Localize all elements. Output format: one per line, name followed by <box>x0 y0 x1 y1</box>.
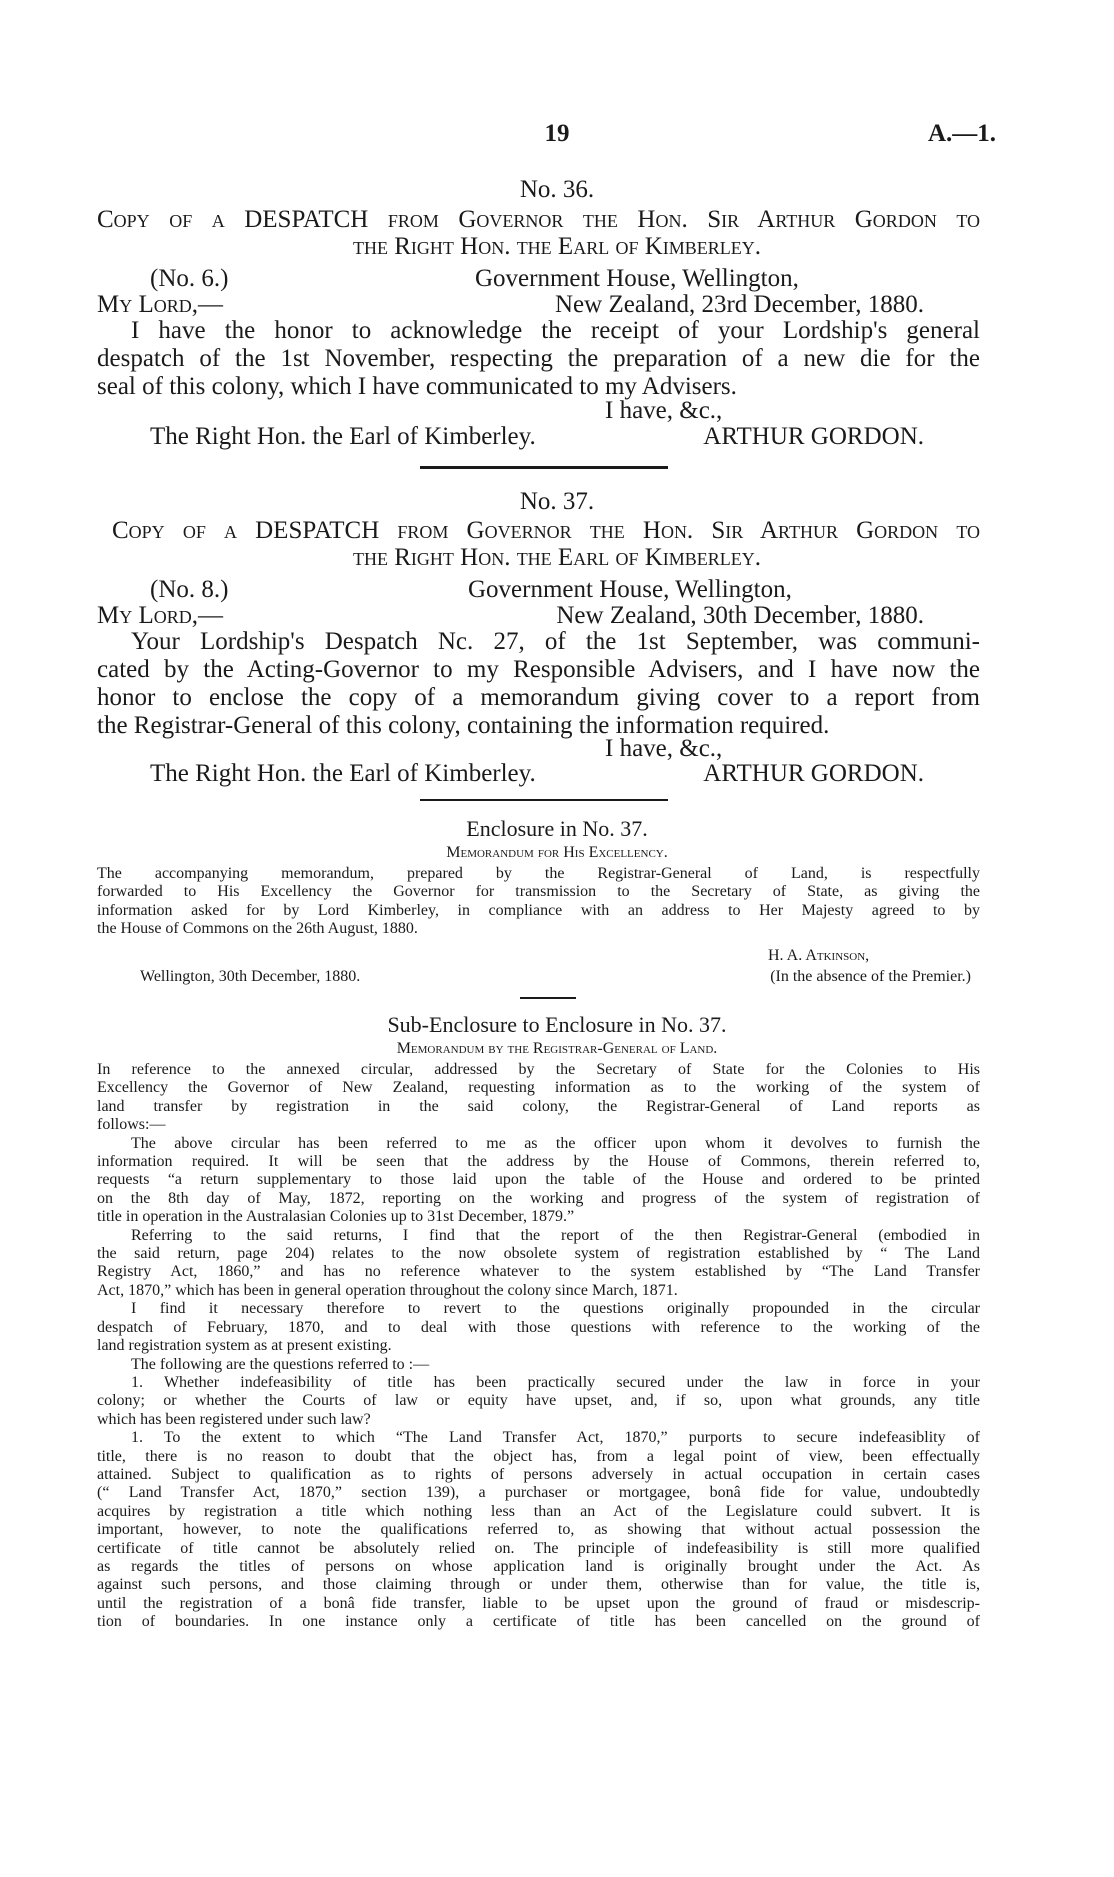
despatch-37-body-line: honor to enclose the copy of a memorandum giving cover to a report from <box>97 684 980 711</box>
sub-enclosure-line: Act, 1870,” which has been in general operation throughout the colony since March, 1871. <box>97 1281 678 1299</box>
enclosure-signer: H. A. Atkinson, <box>768 947 870 964</box>
sub-enclosure-line: land registration system as at present existing. <box>97 1337 392 1355</box>
sub-enclosure-line: I find it necessary therefore to revert to the questions originally propounded in the circular <box>131 1300 980 1318</box>
despatch-36-salutation: My Lord,— <box>97 291 224 318</box>
enclosure-body-line: forwarded to His Excellency the Governor for transmission to the Secretary of State, as giving the <box>97 883 980 901</box>
sub-enclosure-line: on the 8th day of May, 1872, reporting on the working and progress of the system of registration of <box>97 1189 980 1207</box>
despatch-36-body-line: I have the honor to acknowledge the receipt of your Lordship's general <box>131 317 980 344</box>
enclosure-body-line: The accompanying memorandum, prepared by the Registrar-General of Land, is respectfully <box>97 865 980 882</box>
despatch-36-body-line: despatch of the 1st November, respecting the preparation of a new die for the <box>97 345 980 372</box>
sub-enclosure-line: requests “a return supplementary to those laid upon the table of the House and ordered to be printed <box>97 1171 980 1189</box>
despatch-36-body <box>97 317 980 401</box>
despatch-37-place: Government House, Wellington, <box>468 576 792 603</box>
despatch-36-title-line-2: the Right Hon. the Earl of Kimberley. <box>352 233 762 260</box>
enclosure-body <box>97 865 980 939</box>
sub-enclosure-line: colony; or whether the Courts of law or equity have upset, and, if so, upon what grounds, any title <box>97 1392 980 1410</box>
section-divider <box>420 466 668 469</box>
section-divider <box>420 799 668 801</box>
sub-enclosure-line: as regards the titles of persons on whose application land is originally brought under the Act. As <box>97 1557 980 1575</box>
despatch-37-body-line: cated by the Acting-Governor to my Responsible Advisers, and I have now the <box>97 656 980 683</box>
despatch-36-number: No. 36. <box>519 176 595 203</box>
sub-enclosure-heading: Sub-Enclosure to Enclosure in No. 37. <box>387 1012 727 1037</box>
despatch-36-place: Government House, Wellington, <box>475 265 799 292</box>
despatch-37-body-line: the Registrar-General of this colony, containing the information required. <box>97 712 830 739</box>
despatch-36-signature: ARTHUR GORDON. <box>703 423 924 450</box>
despatch-37-title-line-2: the Right Hon. the Earl of Kimberley. <box>352 544 762 571</box>
sub-enclosure-line: which has been registered under such law? <box>97 1410 371 1428</box>
sub-enclosure-line: tion of boundaries. In one instance only a certificate of title has been cancelled on the ground of <box>97 1613 980 1631</box>
sub-enclosure-line: the said return, page 204) relates to the now obsolete system of registration established by “ The Land <box>97 1245 980 1263</box>
sub-enclosure-line: follows:— <box>97 1116 166 1134</box>
despatch-37-date: New Zealand, 30th December, 1880. <box>556 602 924 629</box>
despatch-36-addressee: The Right Hon. the Earl of Kimberley. <box>150 423 536 450</box>
sub-enclosure-line: In reference to the annexed circular, addressed by the Secretary of State for the Colonies to His <box>97 1061 980 1078</box>
sub-enclosure-line: Referring to the said returns, I find that the report of the then Registrar-General (embodied in <box>131 1226 980 1244</box>
despatch-36-ref: (No. 6.) <box>150 265 229 292</box>
despatch-37-addressee: The Right Hon. the Earl of Kimberley. <box>150 760 536 787</box>
sub-enclosure-line: The above circular has been referred to me as the officer upon whom it devolves to furnish the <box>131 1134 980 1152</box>
sub-enclosure-line: Registry Act, 1860,” and has no reference whatever to the system established by “The Land Transfer <box>97 1263 980 1281</box>
sub-enclosure-subheading: Memorandum by the Registrar-General of Land. <box>396 1040 718 1057</box>
enclosure-body-line: information asked for by Lord Kimberley, in compliance with an address to Her Majesty agreed to by <box>97 901 980 919</box>
sub-enclosure-line: The following are the questions referred to :— <box>131 1355 430 1373</box>
despatch-36-body-line: seal of this colony, which I have communicated to my Advisers. <box>97 373 737 400</box>
sub-enclosure-line: (“ Land Transfer Act, 1870,” section 139), a purchaser or mortgagee, bonâ fide for value, undoubtedly <box>97 1484 980 1502</box>
enclosure-heading: Enclosure in No. 37. <box>466 816 648 841</box>
sub-enclosure-line: important, however, to note the qualifications referred to, as showing that without actual possession the <box>97 1521 980 1539</box>
enclosure-subheading: Memorandum for His Excellency. <box>446 844 668 861</box>
sub-enclosure-line: 1. To the extent to which “The Land Transfer Act, 1870,” purports to secure indefeasiblity of <box>131 1429 980 1447</box>
sub-enclosure-line: information required. It will be seen that the address by the House of Commons, therein referred to, <box>97 1153 980 1171</box>
sub-enclosure-line: against such persons, and those claiming through or under them, otherwise than for value, the title is, <box>97 1576 980 1594</box>
sub-enclosure-line: attained. Subject to qualification as to rights of persons adversely in actual occupation in certain cases <box>97 1465 980 1483</box>
sub-enclosure-line: certificate of title cannot be absolutely relied on. The principle of indefeasibility is still more qualified <box>97 1539 980 1557</box>
despatch-37-ref: (No. 8.) <box>150 576 229 603</box>
section-divider <box>520 997 576 999</box>
sub-enclosure-line: until the registration of a bonâ fide transfer, liable to be upset upon the ground of fraud or misdescrip- <box>97 1594 980 1612</box>
sub-enclosure-line: despatch of February, 1870, and to deal with those questions with reference to the working of the <box>97 1318 980 1336</box>
despatch-36-closing: I have, &c., <box>605 397 723 424</box>
sub-enclosure-line: acquires by registration a title which nothing less than an Act of the Legislature could subvert. It is <box>97 1502 980 1520</box>
despatch-36-date: New Zealand, 23rd December, 1880. <box>555 291 924 318</box>
despatch-37-body-line: Your Lordship's Despatch Nc. 27, of the 1st September, was communi- <box>131 628 980 655</box>
despatch-37-closing: I have, &c., <box>605 735 723 762</box>
despatch-37-signature: ARTHUR GORDON. <box>703 760 924 787</box>
page-number: 19 <box>544 120 570 147</box>
despatch-37-body <box>97 628 980 740</box>
document-reference: A.—1. <box>927 120 996 147</box>
despatch-36-title-line-1: Copy of a DESPATCH from Governor the Hon. Sir Arthur Gordon to <box>97 206 980 233</box>
sub-enclosure-line: 1. Whether indefeasibility of title has been practically secured under the law in force in your <box>131 1373 980 1391</box>
despatch-37-title-line-1: Copy of a DESPATCH from Governor the Hon. Sir Arthur Gordon to <box>112 517 980 544</box>
despatch-37-salutation: My Lord,— <box>97 602 224 629</box>
sub-enclosure-body <box>97 1061 980 1632</box>
sub-enclosure-line: land transfer by registration in the said colony, the Registrar-General of Land reports as <box>97 1097 980 1115</box>
sub-enclosure-line: title, there is no reason to doubt that the object has, from a legal point of view, been effectually <box>97 1447 980 1465</box>
enclosure-body-line: the House of Commons on the 26th August, 1880. <box>97 920 418 938</box>
sub-enclosure-line: Excellency the Governor of New Zealand, requesting information as to the working of the system of <box>97 1079 980 1097</box>
despatch-37-number: No. 37. <box>519 488 595 515</box>
enclosure-signer-note: (In the absence of the Premier.) <box>770 968 971 985</box>
enclosure-place-date: Wellington, 30th December, 1880. <box>140 968 361 985</box>
sub-enclosure-line: title in operation in the Australasian Colonies up to 31st December, 1879.” <box>97 1208 575 1226</box>
